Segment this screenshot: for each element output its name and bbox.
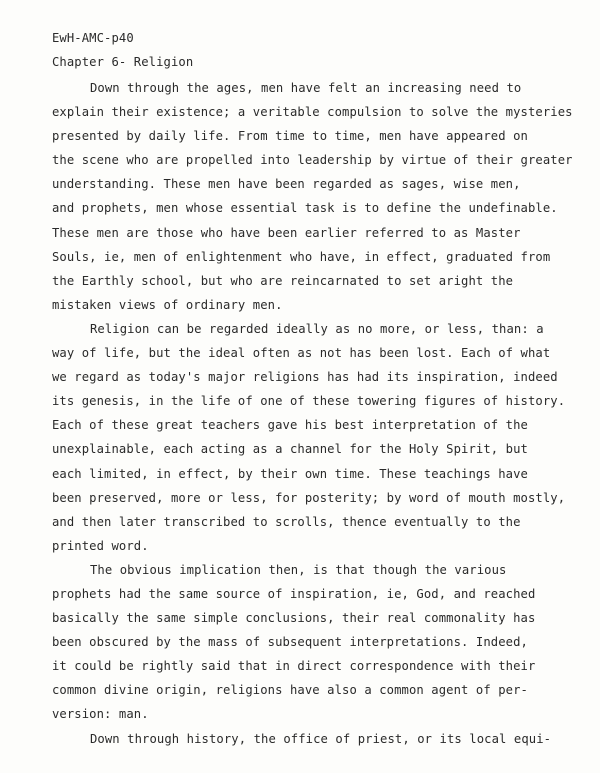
paragraph-3-line: been obscured by the mass of subsequent interpretations. Indeed, xyxy=(52,635,528,650)
chapter-title: Chapter 6- Religion xyxy=(52,55,194,69)
document-id: EwH-AMC-p40 xyxy=(52,31,134,45)
paragraph-1-line: These men are those who have been earlier referred to as Master xyxy=(52,225,521,240)
paragraph-4-line: Down through history, the office of priest, or its local equi- xyxy=(90,731,552,746)
paragraph-1-line: and prophets, men whose essential task is to define the undefinable. xyxy=(52,201,558,216)
paragraph-3-line: basically the same simple conclusions, their real commonality has xyxy=(52,611,536,626)
paragraph-2-line: unexplainable, each acting as a channel for the Holy Spirit, but xyxy=(52,442,528,457)
paragraph-1-line: mistaken views of ordinary men. xyxy=(52,297,283,312)
paragraph-3-line: The obvious implication then, is that though the various xyxy=(90,562,507,577)
paragraph-3-line: it could be rightly said that in direct correspondence with their xyxy=(52,659,536,674)
paragraph-2-line: each limited, in effect, by their own time. These teachings have xyxy=(52,466,528,481)
paragraph-2-line: its genesis, in the life of one of these towering figures of history. xyxy=(52,394,566,409)
paragraph-2-line: Religion can be regarded ideally as no more, or less, than: a xyxy=(90,321,544,336)
paragraph-3-line: common divine origin, religions have also a common agent of per- xyxy=(52,683,528,698)
paragraph-3-line: version: man. xyxy=(52,707,149,722)
paragraph-1-line: the scene who are propelled into leadership by virtue of their greater xyxy=(52,153,573,168)
paragraph-1-line: understanding. These men have been regarded as sages, wise men, xyxy=(52,177,521,192)
paragraph-1-line: the Earthly school, but who are reincarnated to set aright the xyxy=(52,273,514,288)
paragraph-2-line: we regard as today's major religions has had its inspiration, indeed xyxy=(52,370,558,385)
paragraph-3-line: prophets had the same source of inspiration, ie, God, and reached xyxy=(52,586,536,601)
paragraph-1-line: explain their existence; a veritable compulsion to solve the mysteries xyxy=(52,105,573,120)
paragraph-2-line: and then later transcribed to scrolls, thence eventually to the xyxy=(52,514,521,529)
paragraph-1-line: Down through the ages, men have felt an increasing need to xyxy=(90,81,522,95)
paragraph-1-line: Souls, ie, men of enlightenment who have, in effect, graduated from xyxy=(52,249,551,264)
paragraph-2-line: been preserved, more or less, for posterity; by word of mouth mostly, xyxy=(52,490,566,505)
body-text xyxy=(52,76,573,751)
paragraph-2-line: Each of these great teachers gave his best interpretation of the xyxy=(52,418,528,433)
paragraph-1-line: presented by daily life. From time to time, men have appeared on xyxy=(52,129,528,144)
paragraph-2-line: way of life, but the ideal often as not has been lost. Each of what xyxy=(52,346,551,361)
paragraph-2-line: printed word. xyxy=(52,538,149,553)
